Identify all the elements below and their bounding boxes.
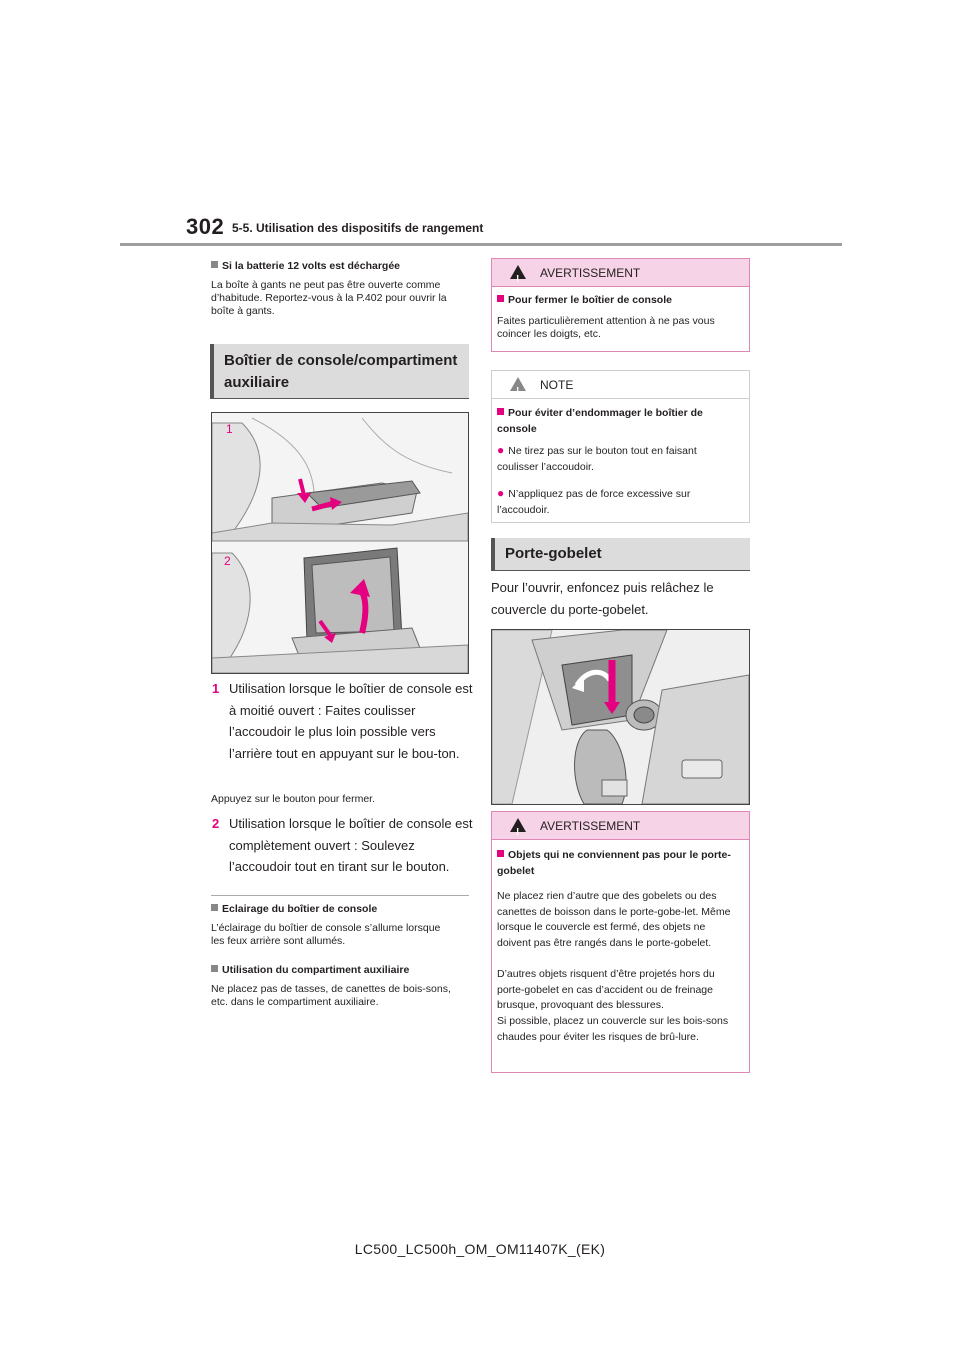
warning-2-text-1: Ne placez rien d’autre que des gobelets ou des canettes de boisson dans le porte-gobe-let. Même lorsque le couvercle est fermé, des objets ne doivent pas être rangés dans le porte-gobelet. bbox=[497, 890, 731, 949]
step-1-text: Utilisation lorsque le boîtier de console est à moitié ouvert : Faites coulisser l’accoudoir le plus loin possible vers l’arrière tout en appuyant sur le bou-ton. bbox=[229, 681, 473, 761]
figure-label-2: 2 bbox=[224, 554, 231, 568]
step-1-number: 1 bbox=[212, 681, 220, 696]
round-bullet-icon: ● bbox=[497, 443, 505, 457]
warning-box-1 bbox=[491, 258, 750, 352]
aux-heading: Utilisation du compartiment auxiliaire bbox=[211, 964, 469, 977]
warning-2-header: ! AVERTISSEMENT bbox=[492, 812, 749, 840]
square-bullet-icon bbox=[211, 965, 218, 972]
square-bullet-icon bbox=[211, 261, 218, 268]
console-figure bbox=[211, 412, 469, 674]
cup-holder-text: Pour l’ouvrir, enfoncez puis relâchez le couvercle du porte-gobelet. bbox=[491, 580, 714, 617]
warning-icon bbox=[510, 265, 526, 279]
figure-label-1: 1 bbox=[226, 422, 233, 436]
cup-holder-illustration bbox=[492, 630, 749, 804]
warning-2-text-3: Si possible, placez un couvercle sur les bois-sons chaudes pour éviter les risques de brû-lure. bbox=[497, 1015, 729, 1043]
step-1 bbox=[212, 678, 474, 788]
heading-underline bbox=[210, 398, 469, 399]
square-bullet-icon bbox=[211, 904, 218, 911]
heading-underline bbox=[491, 570, 750, 571]
section-title: 5-5. Utilisation des dispositifs de rangement bbox=[232, 221, 484, 235]
warning-box-2 bbox=[491, 811, 750, 1073]
step-1-note: Appuyez sur le bouton pour fermer. bbox=[211, 793, 376, 805]
console-illustration bbox=[212, 413, 468, 673]
footer-code: LC500_LC500h_OM_OM11407K_(EK) bbox=[354, 1241, 606, 1257]
square-bullet-icon bbox=[497, 408, 504, 415]
step-2-text: Utilisation lorsque le boîtier de console est complètement ouvert : Soulevez l’accoudoir tout en tirant sur le bouton. bbox=[229, 816, 473, 874]
page-number: 302 bbox=[186, 214, 225, 239]
round-bullet-icon: ● bbox=[497, 486, 505, 500]
lighting-heading: Eclairage du boîtier de console bbox=[211, 903, 469, 916]
note-bullet-1: ● Ne tirez pas sur le bouton tout en faisant coulisser l’accoudoir. bbox=[497, 443, 697, 473]
step-2-number: 2 bbox=[212, 816, 220, 831]
caution-icon bbox=[510, 377, 526, 391]
square-bullet-icon bbox=[497, 850, 504, 857]
separator bbox=[211, 895, 469, 896]
warning-1-text: Faites particulièrement attention à ne pas vous coincer les doigts, etc. bbox=[497, 315, 715, 340]
warning-1-header: ! AVERTISSEMENT bbox=[492, 259, 749, 287]
battery-heading: Si la batterie 12 volts est déchargée bbox=[211, 260, 469, 273]
warning-icon bbox=[510, 818, 526, 832]
step-2 bbox=[212, 813, 474, 879]
cup-holder-figure bbox=[491, 629, 750, 805]
note-box bbox=[491, 370, 750, 523]
header-rule bbox=[120, 243, 842, 246]
note-header: ! NOTE bbox=[492, 371, 749, 399]
note-bullet-2: ● N’appliquez pas de force excessive sur l’accoudoir. bbox=[497, 486, 691, 516]
battery-text: La boîte à gants ne peut pas être ouverte comme d’habitude. Reportez-vous à la P.402 pour ouvrir la boîte à gants. bbox=[211, 279, 447, 317]
warning-2-text-2: D’autres objets risquent d’être projetés hors du porte-gobelet en cas d’accident ou de freinage brusque, provoquant des blessures. bbox=[497, 968, 715, 1011]
console-section-heading: Boîtier de console/compartiment auxiliaire bbox=[210, 344, 469, 398]
lighting-text: L’éclairage du boîtier de console s’allume lorsque les feux arrière sont allumés. bbox=[211, 922, 441, 947]
warning-1-heading: Pour fermer le boîtier de console bbox=[497, 294, 742, 307]
note-heading: Pour éviter d’endommager le boîtier de console bbox=[497, 407, 703, 435]
cup-holder-heading: Porte-gobelet bbox=[491, 538, 750, 570]
square-bullet-icon bbox=[497, 295, 504, 302]
aux-text: Ne placez pas de tasses, de canettes de bois-sons, etc. dans le compartiment auxiliaire. bbox=[211, 983, 451, 1008]
warning-2-heading: Objets qui ne conviennent pas pour le porte-gobelet bbox=[497, 849, 731, 877]
